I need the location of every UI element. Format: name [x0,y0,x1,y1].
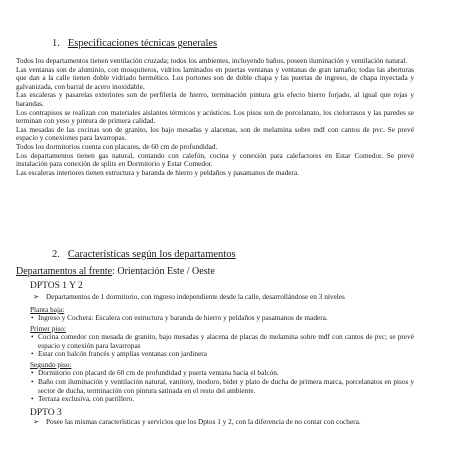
planta-baja-item-text: Ingreso y Cochera: Escalera con estructura y baranda de hierro y peldaños y pasamanos de madera. [38,313,328,322]
bullet-icon: • [31,377,34,386]
front-apartments-subheading [16,266,215,277]
dpto-1-2-description [33,292,414,302]
primer-piso-item [31,332,414,350]
arrow-bullet-icon: ➢ [33,417,40,426]
bullet-icon: • [31,349,34,358]
bullet-icon: • [31,313,34,322]
dpto-3-title: DPTO 3 [30,408,62,418]
primer-piso-label: Primer piso: [30,324,66,333]
paragraph-floors: Los contrapisos se realizan con materiales aislantes térmicos y acústicos. Los pisos son de porcelanato, los cielorrasos y las paredes se terminan con yeso y pintura de primera calidad. [16,107,414,126]
section-2-title: Características según los departamentos [67,249,236,260]
paragraph-kitchen: Las mesadas de las cocinas son de granito, los bajo mesadas y alacenas, son de melamina sobre mdf con cantos de pvc. Se prevé espacio y conexiones para lavarropas. [16,124,414,143]
dpto-3-description [33,417,414,427]
section-1-heading [52,38,217,49]
segundo-piso-item [31,377,414,395]
dpto-1-2-description-text: Departamentos de 1 dormitorio, con ingreso independiente desde la calle, desarrollándose en 3 niveles [46,292,345,301]
paragraph-interior-stairs: Las escaleras interiores tienen estructura y baranda de hierro y peldaños y pasamanos de madera. [16,167,300,177]
section-1-number: 1. [52,38,60,49]
dpto-3-description-text: Posee las mismas características y servicios que los Dptos 1 y 2, con la diferencia de no contar con cochera. [46,417,361,426]
primer-piso-item [31,349,414,359]
segundo-piso-item [31,394,414,404]
dpto-1-2-title: DPTOS 1 Y 2 [30,281,83,291]
section-2-number: 2. [52,249,60,260]
section-1-title: Especificaciones técnicas generales [67,38,218,49]
planta-baja-label: Planta baja: [30,305,65,314]
paragraph-gas: Los departamentos tienen gas natural, contando con calefón, cocina y conexión para calefactores en Estar Comedor. Se prevé instalación para conexión de splits en Dormitorio y Estar Comedor. [16,150,414,169]
bullet-icon: • [31,332,34,341]
section-1-body [16,57,414,177]
primer-piso-item-text: Cocina comedor con mesada de granito, bajo mesadas y alacena de placas de melamina sobre mdf con cantos de pvc; se prevé espacio y conexión para lavarropas [38,332,414,350]
paragraph-ventilation: Todos los departamentos tienen ventilación cruzada; todos los ambientes, incluyendo baños, poseen iluminación y ventilación natural. [16,56,408,65]
segundo-piso-item-text: Baño con iluminación y ventilación natural, vanitory, inodoro, bidet y plato de ducha de primera marca, porcelanatos en pisos y sector de ducha, terminación con pintura satinada en el resto del ambiente. [38,377,414,395]
paragraph-windows: Las ventanas son de aluminio, con mosquiteros, vidrios laminados en puertas ventanas y ventanas de gran tamaño; todas las aberturas que dan a la calle tienen doble vidriado hermético. Los portones son de doble chapa y las puertas de ingreso, de chapa inyectada y galvanizada, con barral de acero inoxidable. [16,64,414,91]
bullet-icon: • [31,394,34,403]
subheading-label: Departamentos al frente [16,266,113,277]
segundo-piso-item-text: Terraza exclusiva, con parrillero. [38,394,135,403]
paragraph-stairs: Las escaleras y pasarelas exteriores son de perfilería de hierro, terminación pintura gris efecto hierro forjado, al igual que rejas y barandas. [16,90,414,108]
subheading-orientation: : Orientación Este / Oeste [112,266,215,277]
segundo-piso-label: Segundo piso: [30,360,72,369]
section-2-heading [52,249,236,260]
planta-baja-item [31,313,414,323]
arrow-bullet-icon: ➢ [33,292,40,301]
bullet-icon: • [31,368,34,377]
segundo-piso-item-text: Dormitorio con placard de 60 cm de profundidad y puerta ventana hacia el balcón. [38,368,279,377]
primer-piso-item-text: Estar con balcón francés y amplias ventanas con jardinera [38,349,207,358]
paragraph-bedrooms: Todos los dormitorios cuenta con placares, de 60 cm de profundidad. [16,141,218,151]
